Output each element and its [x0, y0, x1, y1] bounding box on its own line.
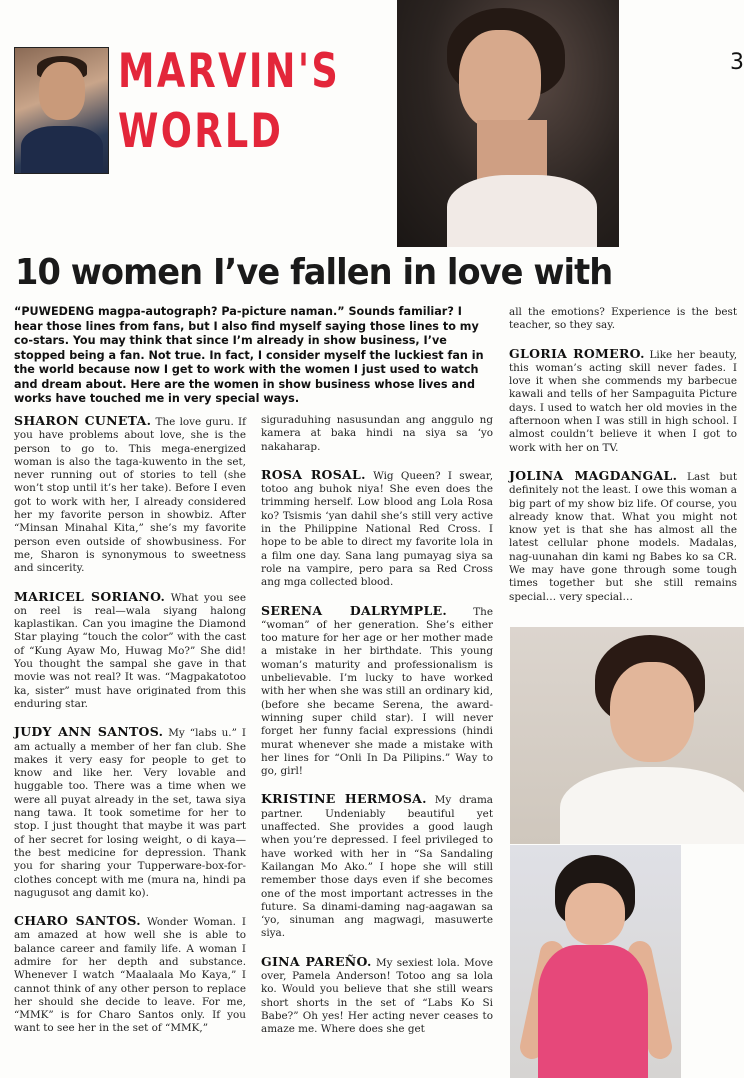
entry-gina-continued: all the emotions? Experience is the best teacher, so they say.	[509, 306, 737, 332]
entry-rosa	[261, 468, 493, 590]
entry-name: GLORIA ROMERO.	[509, 345, 645, 361]
column-masthead	[118, 42, 341, 162]
author-shirt	[21, 126, 103, 174]
entry-maricel	[14, 590, 246, 712]
entry-text: My sexiest lola. Move over, Pamela Anderson! Totoo ang sa lola ko. Would you believe that she still wears short shorts in the set of “Labs Ko Si Babe?” Oh yes! Her acting never ceases to amaze me. Where does she get	[261, 956, 493, 1036]
entry-text: Last but definitely not the least. I owe this woman a big part of my show biz life. Of course, you already know that. What you might not know yet is that she has almost all the latest cellular phone models. Madalas, nag-uunahan din kami ng Babes ko sa CR. We may have gone through some tough times together but she still remains special… very special…	[509, 470, 737, 603]
entry-name: CHARO SANTOS.	[14, 913, 141, 929]
entry-jolina	[509, 469, 737, 604]
masthead-line-1: MARVIN'S	[118, 44, 341, 99]
entry-charo-continued: siguraduhing nasusundan ang anggulo ng kamera at baka hindi na siya sa ‘yo nakaharap.	[261, 414, 493, 453]
hero-dress	[447, 175, 597, 247]
entry-sharon	[14, 414, 246, 576]
entry-text: Wig Queen? I swear, totoo ang buhok niya! She even does the trimming herself. Low blood ang Lola Rosa ko? Tsismis ‘yan dahil she’s still very active in the Philippine National Red Cross. I hope to be able to direct my favorite lola in a film one day. Sana lang pumayag siya sa role na vampire, pero para sa Red Cross ang mga collected blood.	[261, 469, 493, 589]
entry-name: KRISTINE HERMOSA.	[261, 791, 427, 807]
entry-judy-ann	[14, 725, 246, 900]
page-number: 3	[730, 50, 744, 75]
article-column-2	[261, 414, 493, 1050]
gloria-photo	[510, 627, 744, 844]
entry-text: What you see on reel is real—wala siyang halong kaplastikan. Can you imagine the Diamond Star playing “touch the color” with the cast of “Kung Ayaw Mo, Huwag Mo?” She did! You thought the sampal she gave in that movie was not real? It was. “Magpakatotoo ka, sister” must have originated from this enduring star.	[14, 591, 246, 710]
article-column-3	[509, 306, 737, 618]
gloria-blouse	[560, 767, 744, 844]
entry-name: JOLINA MAGDANGAL.	[509, 467, 678, 483]
jolina-photo	[510, 845, 681, 1078]
article-intro: “PUWEDENG magpa-autograph? Pa-picture naman.” Sounds familiar? I hear those lines from fans, but I also find myself saying those lines to my co-stars. You may think that since I’m already in show business, I’ve stopped being a fan. Not true. In fact, I consider myself the luckiest fan in the world because now I get to work with the women I just used to watch and dream about. Here are the women in show business whose lives and works have touched me in very special ways.	[14, 305, 484, 405]
entry-text: The love guru. If you have problems about love, she is the person to go to. This mega-energized woman is also the taga-kuwento in the set, never running out of stories to tell (she won’t stop until it’s her take). Before I even got to work with her, I already considered her my favorite person in showbiz. After “Minsan Minahal Kita,” she’s my favorite person even outside of showbusiness. For me, Sharon is synonymous to sweetness and sincerity.	[14, 416, 246, 575]
hero-face	[459, 30, 541, 130]
entry-gina	[261, 955, 493, 1037]
entry-name: SERENA DALRYMPLE.	[261, 602, 448, 618]
entry-text: My drama partner. Undeniably beautiful yet unaffected. She provides a good laugh when you’re depressed. I feel privileged to have worked with her in “Sa Sandaling Kailangan Mo Ako.” I hope she will still remember those days even if she becomes one of the most important actresses in the future. Sa dinami-daming nag-aagawan sa ‘yo, sinuman ang magwagi, masuwerte siya.	[261, 794, 493, 940]
entry-name: GINA PAREÑO.	[261, 953, 372, 969]
article-column-1	[14, 414, 246, 1050]
entry-serena	[261, 604, 493, 779]
entry-text: My “labs u.” I am actually a member of her fan club. She makes it very easy for people to get to know and like her. Very lovable and huggable too. There was a time when we were all puyat already in the set, tawa siya nang tawa. It took sometime for her to stop. I just thought that maybe it was part of her secret for losing weight, o di kaya—the best medicine for depression. Thank you for sharing your Tupperware-box-for-clothes concept with me (mura na, hindi pa nagugusot ang damit ko).	[14, 727, 246, 899]
jolina-dress	[538, 945, 648, 1078]
entry-name: SHARON CUNETA.	[14, 413, 152, 428]
article-headline: 10 women I’ve fallen in love with	[15, 252, 613, 293]
entry-name: JUDY ANN SANTOS.	[14, 724, 164, 740]
masthead-line-2: WORLD	[118, 104, 284, 159]
jolina-face	[565, 883, 625, 945]
entry-name: MARICEL SORIANO.	[14, 588, 166, 604]
author-face	[39, 62, 85, 120]
hero-photo-portrait	[397, 0, 619, 247]
author-photo	[14, 47, 109, 174]
entry-name: ROSA ROSAL.	[261, 466, 366, 482]
entry-charo	[14, 914, 246, 1036]
gloria-face	[610, 662, 694, 762]
entry-text: Wonder Woman. I am amazed at how well she is able to balance career and family life. A woman I admire for her depth and substance. Whenever I watch “Maalaala Mo Kaya,” I cannot think of any other person to replace her should she decide to leave. For me, “MMK” is for Charo Santos only. If you want to see her in the set of “MMK,”	[14, 916, 246, 1035]
entry-text: The “woman” of her generation. She’s either too mature for her age or her mother made a mistake in her birthdate. This young woman’s maturity and professionalism is unbelievable. I’m lucky to have worked with her when she was still an ordinary kid, (before she became Serena, the award-winning super child star). I will never forget her funny facial expressions (hindi murat whenever she made a mistake with her lines for “Onli In Da Pilipins.” Way to go, girl!	[261, 605, 493, 778]
entry-kristine	[261, 792, 493, 940]
entry-gloria	[509, 347, 737, 455]
entry-text: Like her beauty, this woman’s acting skill never fades. I love it when she commends my barbecue kawali and tells of her Sampaguita Picture days. I used to watch her old movies in the afternoon when I was still in high school. I almost couldn’t believe it when I got to work with her on TV.	[509, 348, 737, 454]
